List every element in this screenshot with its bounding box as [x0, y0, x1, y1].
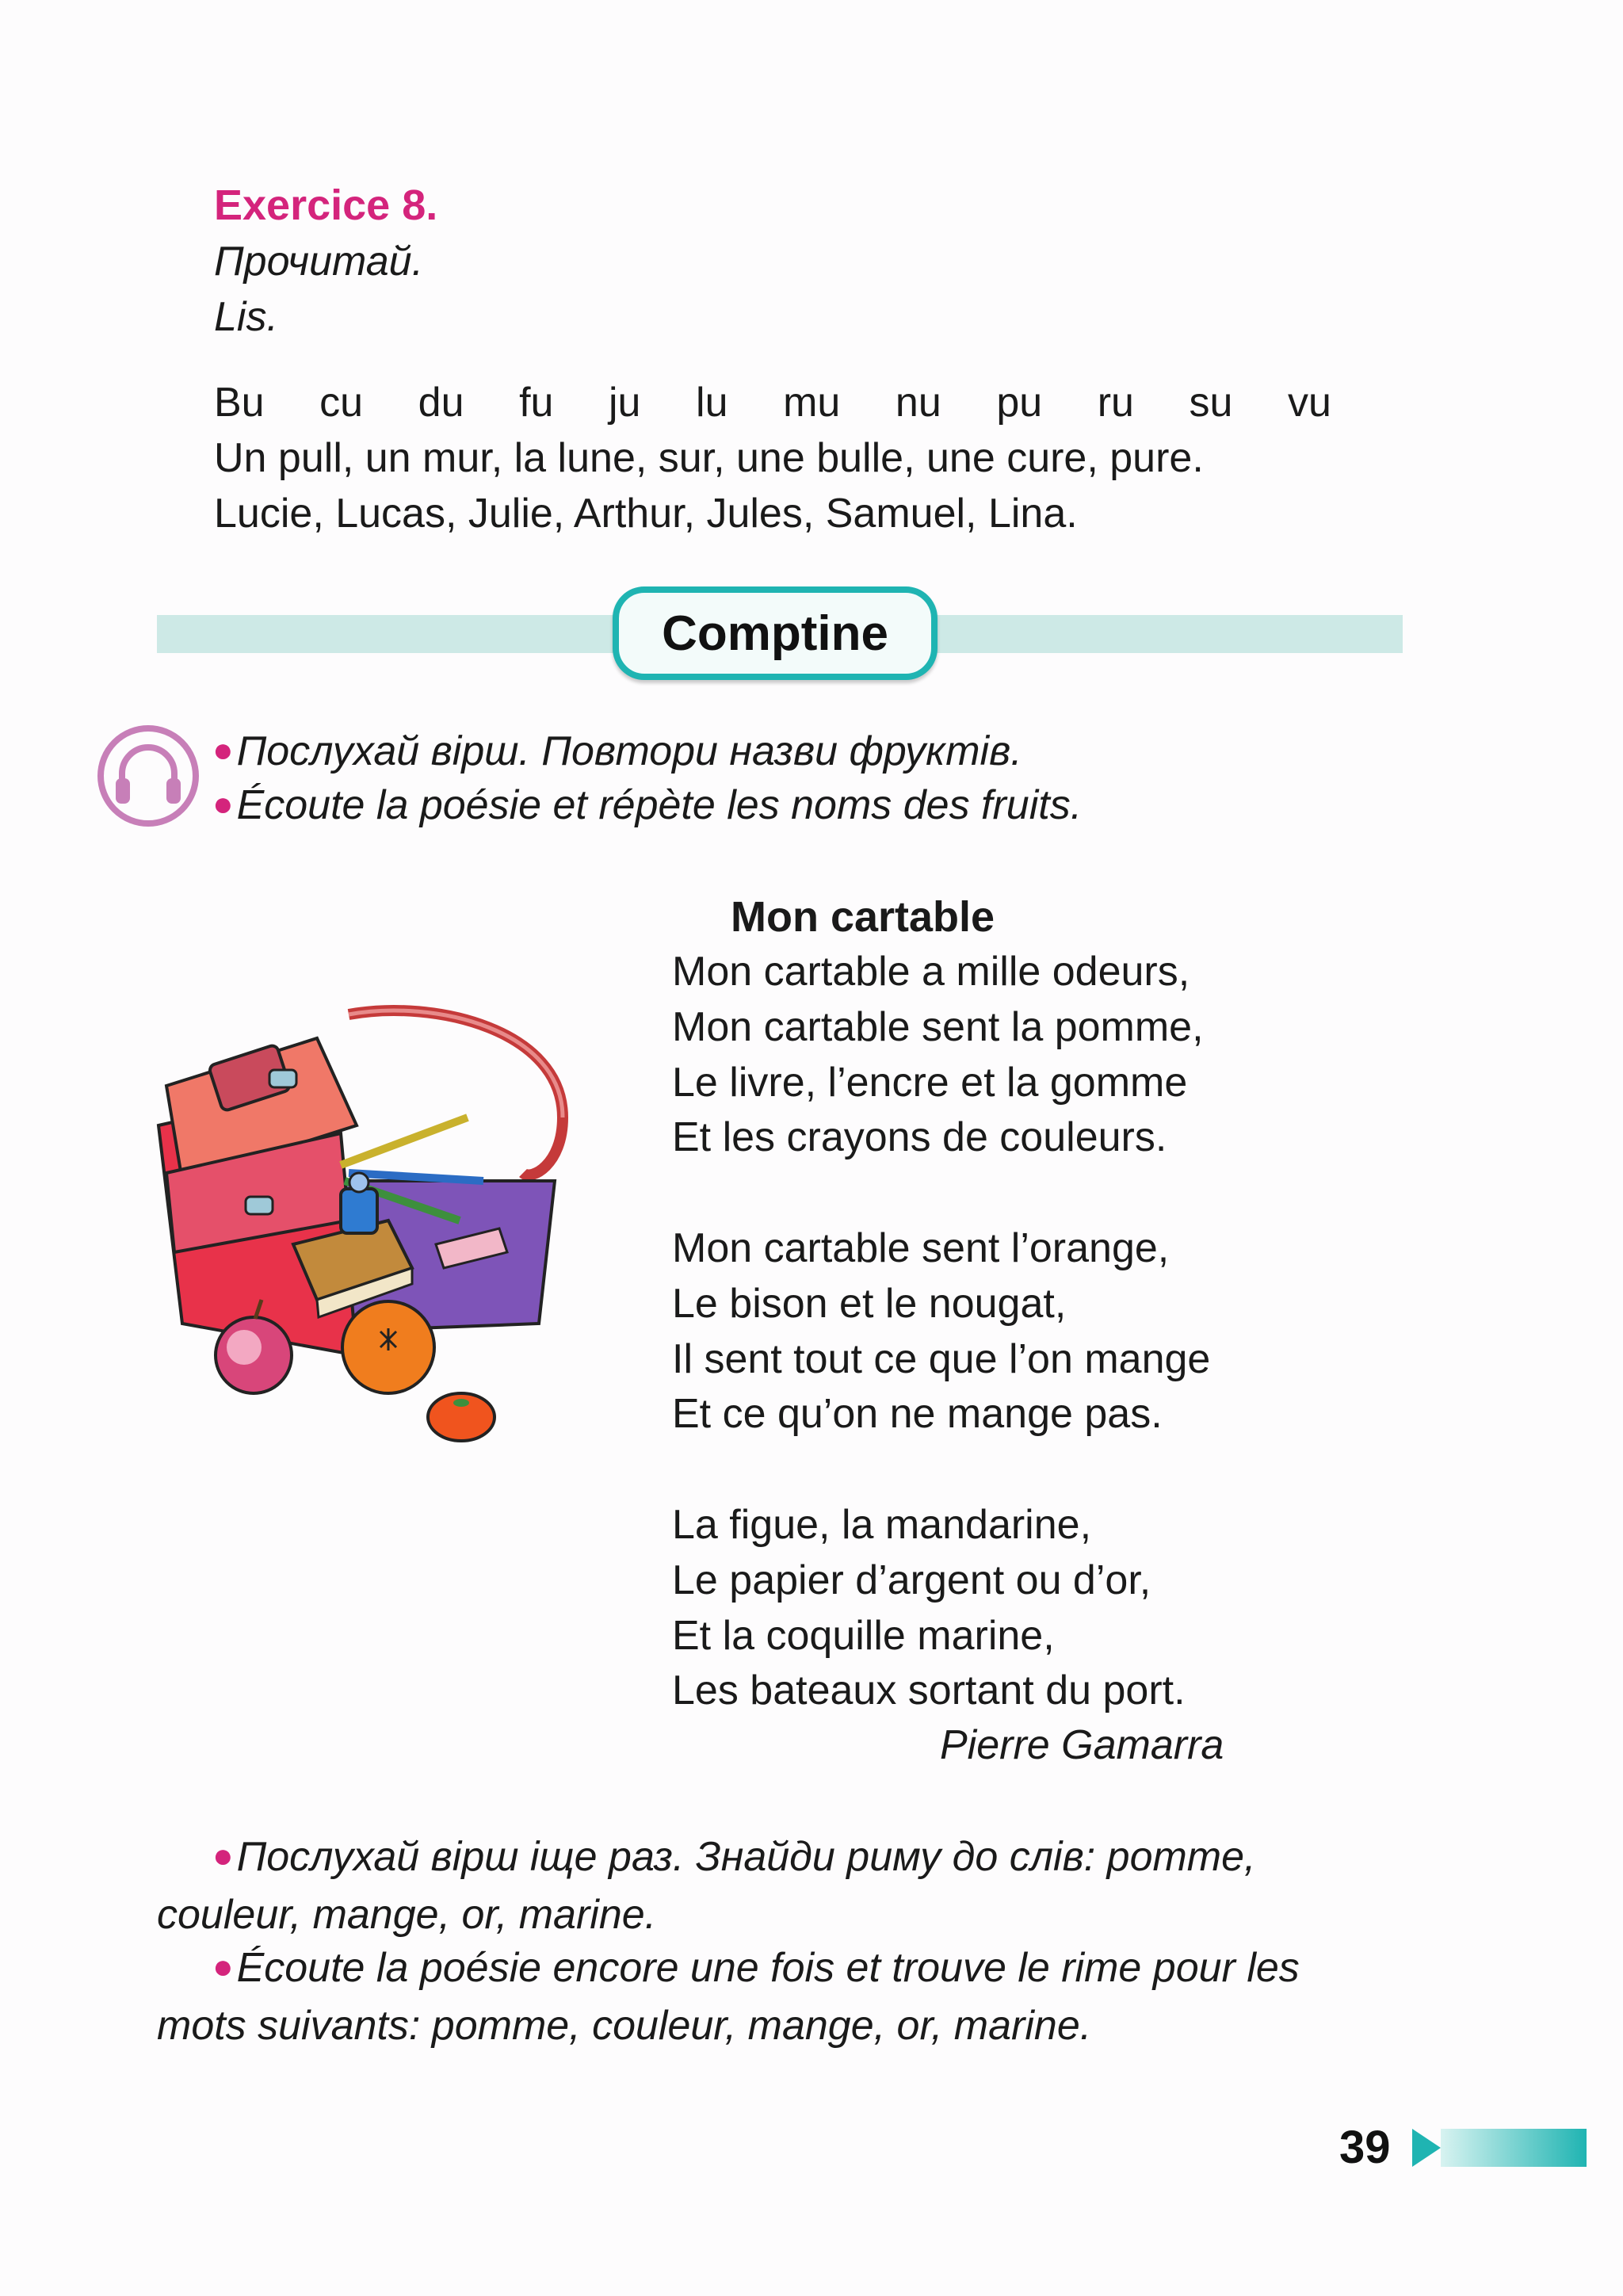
syllables-row	[214, 379, 1331, 426]
page-arrow-icon	[1412, 2127, 1587, 2172]
poem-line: Le papier d’argent ou d’or,	[672, 1557, 1151, 1603]
poem-line: Mon cartable sent la pomme,	[672, 1003, 1204, 1050]
poem-line: Le livre, l’encre et la gomme	[672, 1059, 1188, 1106]
names-line: Lucie, Lucas, Julie, Arthur, Jules, Samuel, Lina.	[214, 491, 1078, 537]
schoolbag-illustration	[151, 983, 579, 1462]
poem-body	[672, 945, 1210, 1719]
poem-line: Les bateaux sortant du port.	[672, 1668, 1186, 1714]
section-title-badge	[613, 586, 938, 680]
poem-line: Et la coquille marine,	[672, 1612, 1055, 1659]
exercise-title: Exercice 8.	[214, 181, 438, 229]
poem-line: Mon cartable sent l’orange,	[672, 1224, 1170, 1271]
syllable: fu	[519, 380, 554, 426]
syllable: ru	[1097, 380, 1134, 426]
bullet-icon: ●	[212, 1836, 234, 1875]
poem-line: Mon cartable a mille odeurs,	[672, 949, 1190, 995]
headphones-icon[interactable]	[95, 723, 201, 833]
words-line: Un pull, un mur, la lune, sur, une bulle, une cure, pure.	[214, 435, 1204, 481]
syllable: su	[1189, 380, 1233, 426]
syllable: pu	[996, 380, 1043, 426]
task-instruction-uk: ●Послухай вірш іще раз. Знайди риму до слів: pomme, couleur, mange, or, marine.	[157, 1834, 1256, 1938]
section-title: Comptine	[662, 606, 888, 661]
listen-instruction-fr: ●Écoute la poésie et répète les noms des fruits.	[212, 782, 1083, 828]
page-number: 39	[1339, 2122, 1391, 2173]
poem-line: La figue, la mandarine,	[672, 1501, 1092, 1548]
poem-title: Mon cartable	[731, 893, 995, 941]
poem-line: Et les crayons de couleurs.	[672, 1114, 1167, 1161]
bullet-icon: ●	[212, 731, 234, 770]
instruction-uk: Прочитай.	[214, 239, 424, 285]
syllable: cu	[319, 380, 364, 426]
poem-line: Et ce qu’on ne mange pas.	[672, 1391, 1163, 1438]
syllable: Bu	[214, 380, 265, 426]
listen-instruction-uk: ●Послухай вірш. Повтори назви фруктів.	[212, 728, 1022, 774]
syllable: lu	[696, 380, 728, 426]
poem-line	[672, 1166, 1210, 1221]
poem-author: Pierre Gamarra	[940, 1722, 1224, 1768]
poem-line: Il sent tout ce que l’on mange	[672, 1335, 1211, 1382]
poem-line: Le bison et le nougat,	[672, 1280, 1067, 1327]
syllable: nu	[895, 380, 941, 426]
poem-line	[672, 1442, 1210, 1498]
syllable: du	[418, 380, 464, 426]
task-instruction-fr: ●Écoute la poésie encore une fois et trouve le rime pour les mots suivants: pomme, couleur, mange, or, marine.	[157, 1945, 1300, 2049]
syllable: ju	[609, 380, 641, 426]
bullet-icon: ●	[212, 1947, 234, 1986]
bullet-icon: ●	[212, 785, 234, 823]
instruction-fr: Lis.	[214, 294, 278, 340]
syllable: mu	[783, 380, 841, 426]
syllable: vu	[1288, 380, 1331, 426]
